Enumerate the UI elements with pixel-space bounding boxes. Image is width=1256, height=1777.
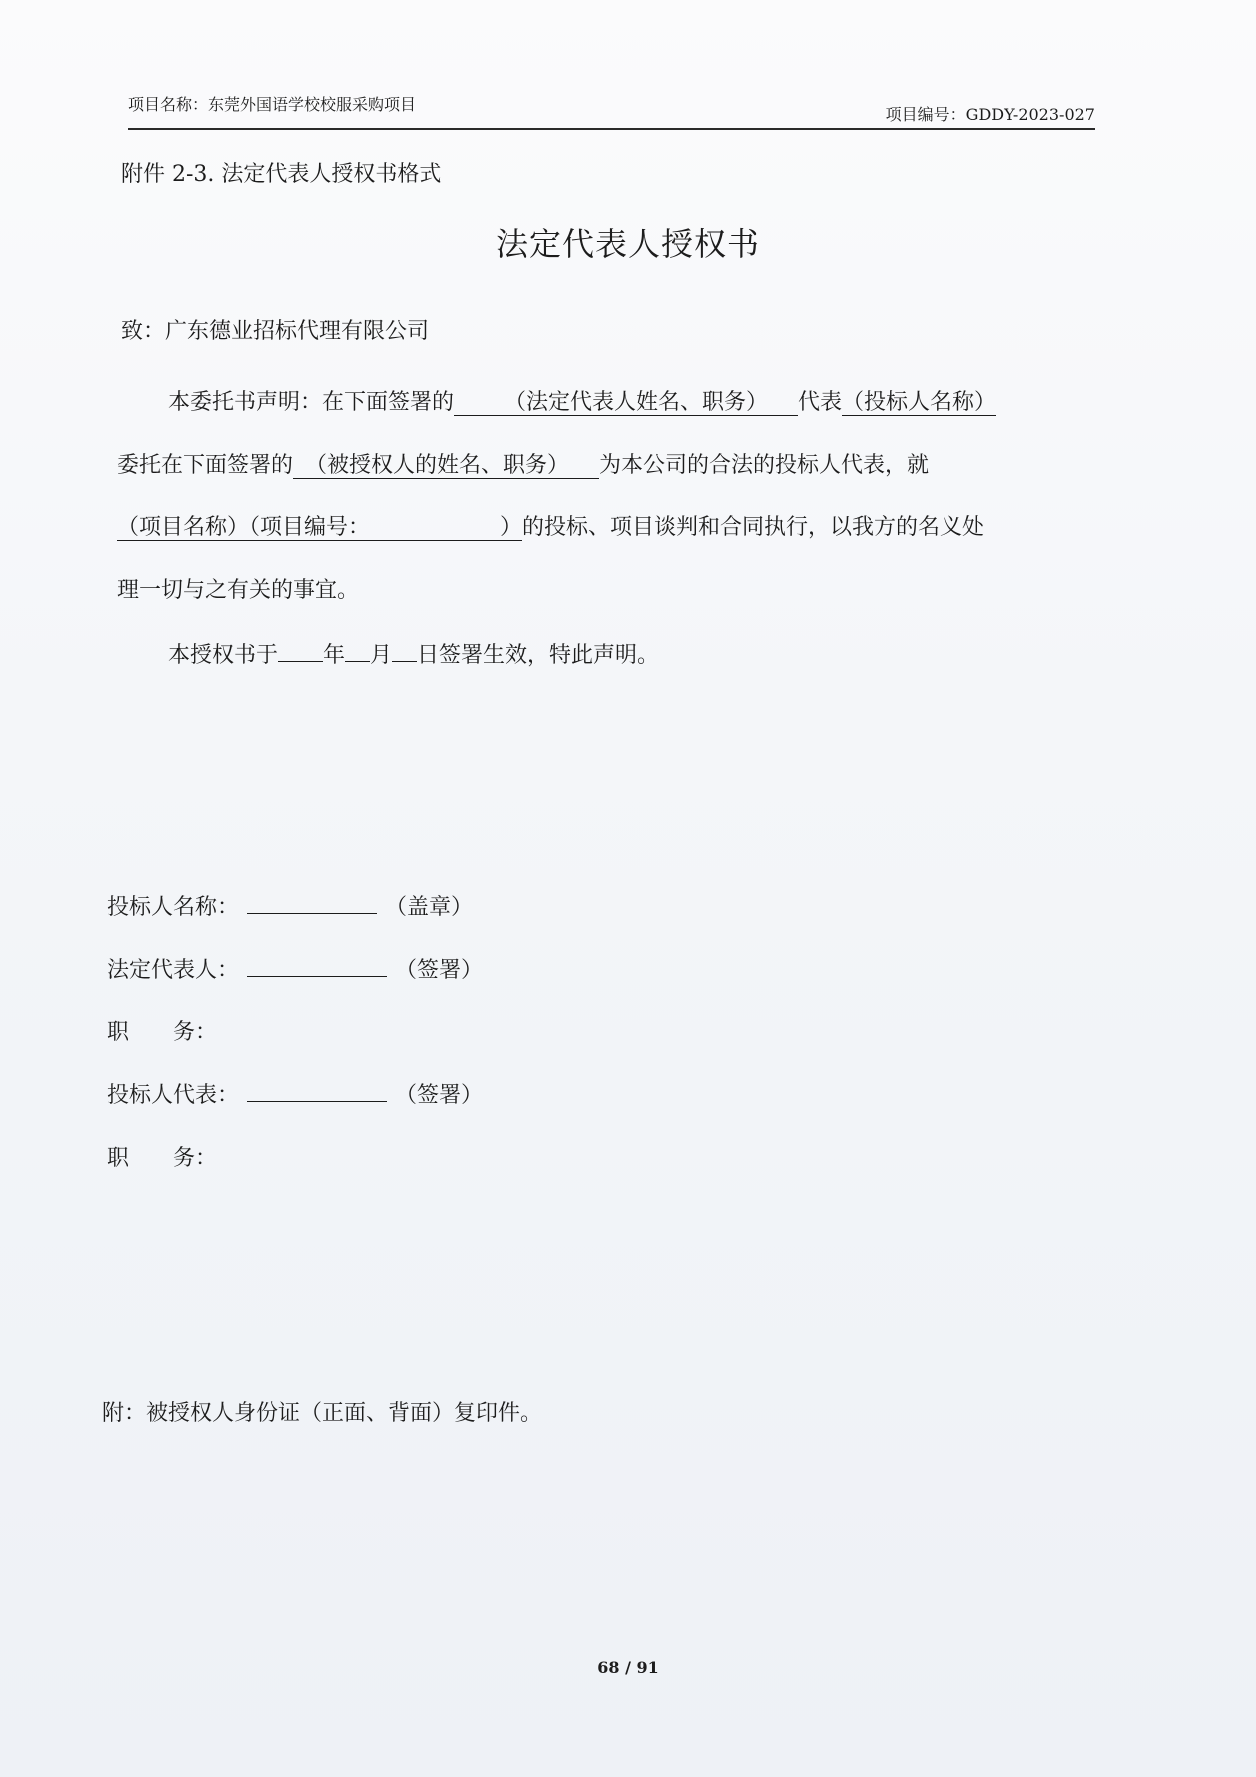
legal-rep-sign-note: （签署）: [395, 958, 484, 983]
year-blank: [278, 641, 323, 662]
position-row-2: [107, 1141, 217, 1172]
para1-line1: [168, 385, 996, 416]
para1-line1-mid: 代表: [798, 390, 843, 415]
effective-date-line: [168, 638, 659, 669]
header-project-name: 项目名称：东莞外国语学校校服采购项目: [128, 95, 417, 114]
bid-rep-sign-note: （签署）: [395, 1083, 484, 1108]
effective-date-prefix: 本授权书于: [168, 643, 279, 668]
document-title: 法定代表人授权书: [495, 225, 760, 263]
legal-rep-label: 法定代表人：: [107, 958, 240, 983]
recipient-line: 致：广东德业招标代理有限公司: [121, 319, 430, 344]
para1-line4: 理一切与之有关的事宜。: [117, 578, 360, 603]
day-blank: [392, 641, 417, 662]
para1-line2: [117, 448, 929, 479]
bid-rep-blank: [247, 1081, 387, 1102]
position-row-1: [107, 1015, 217, 1046]
bidder-name-label: 投标人名称：: [107, 895, 240, 920]
para1-line2-suffix: 为本公司的合法的投标人代表，就: [599, 453, 930, 478]
month-label: 月: [370, 643, 393, 668]
legal-rep-name-field: （法定代表人姓名、职务）: [454, 390, 798, 416]
month-blank: [345, 641, 370, 662]
project-name-code-field: [117, 515, 522, 541]
para1-line3: [117, 510, 984, 541]
year-label: 年: [323, 643, 346, 668]
bidder-name-blank: [247, 893, 377, 914]
agent-name-field: （被授权人的姓名、职务）: [293, 453, 599, 479]
project-name-code-label: （项目名称）（项目编号：: [117, 515, 371, 540]
para1-line3-suffix: 的投标、项目谈判和合同执行，以我方的名义处: [522, 515, 985, 540]
attachment-note: 附：被授权人身份证（正面、背面）复印件。: [102, 1401, 543, 1426]
bidder-seal-note: （盖章）: [385, 895, 474, 920]
bid-rep-row: [107, 1078, 483, 1109]
bidder-name-field: （投标人名称）: [842, 390, 997, 415]
legal-rep-row: [107, 953, 483, 984]
page-header: [128, 88, 1095, 130]
header-project-code: 项目编号：GDDY-2023-027: [885, 105, 1095, 124]
position-label-1: 职 务：: [107, 1020, 218, 1045]
para1-line2-prefix: 委托在下面签署的: [117, 453, 294, 478]
para1-line1-prefix: 本委托书声明：在下面签署的: [168, 390, 455, 415]
bid-rep-label: 投标人代表：: [107, 1083, 240, 1108]
day-label: 日签署生效，特此声明。: [417, 643, 660, 668]
annex-label: 附件 2-3. 法定代表人授权书格式: [121, 162, 442, 187]
position-label-2: 职 务：: [107, 1146, 218, 1171]
bidder-name-row: [107, 890, 473, 921]
page-number: 68 / 91: [597, 1658, 659, 1677]
legal-rep-blank: [247, 956, 387, 977]
project-code-close-paren: ）: [500, 515, 523, 540]
